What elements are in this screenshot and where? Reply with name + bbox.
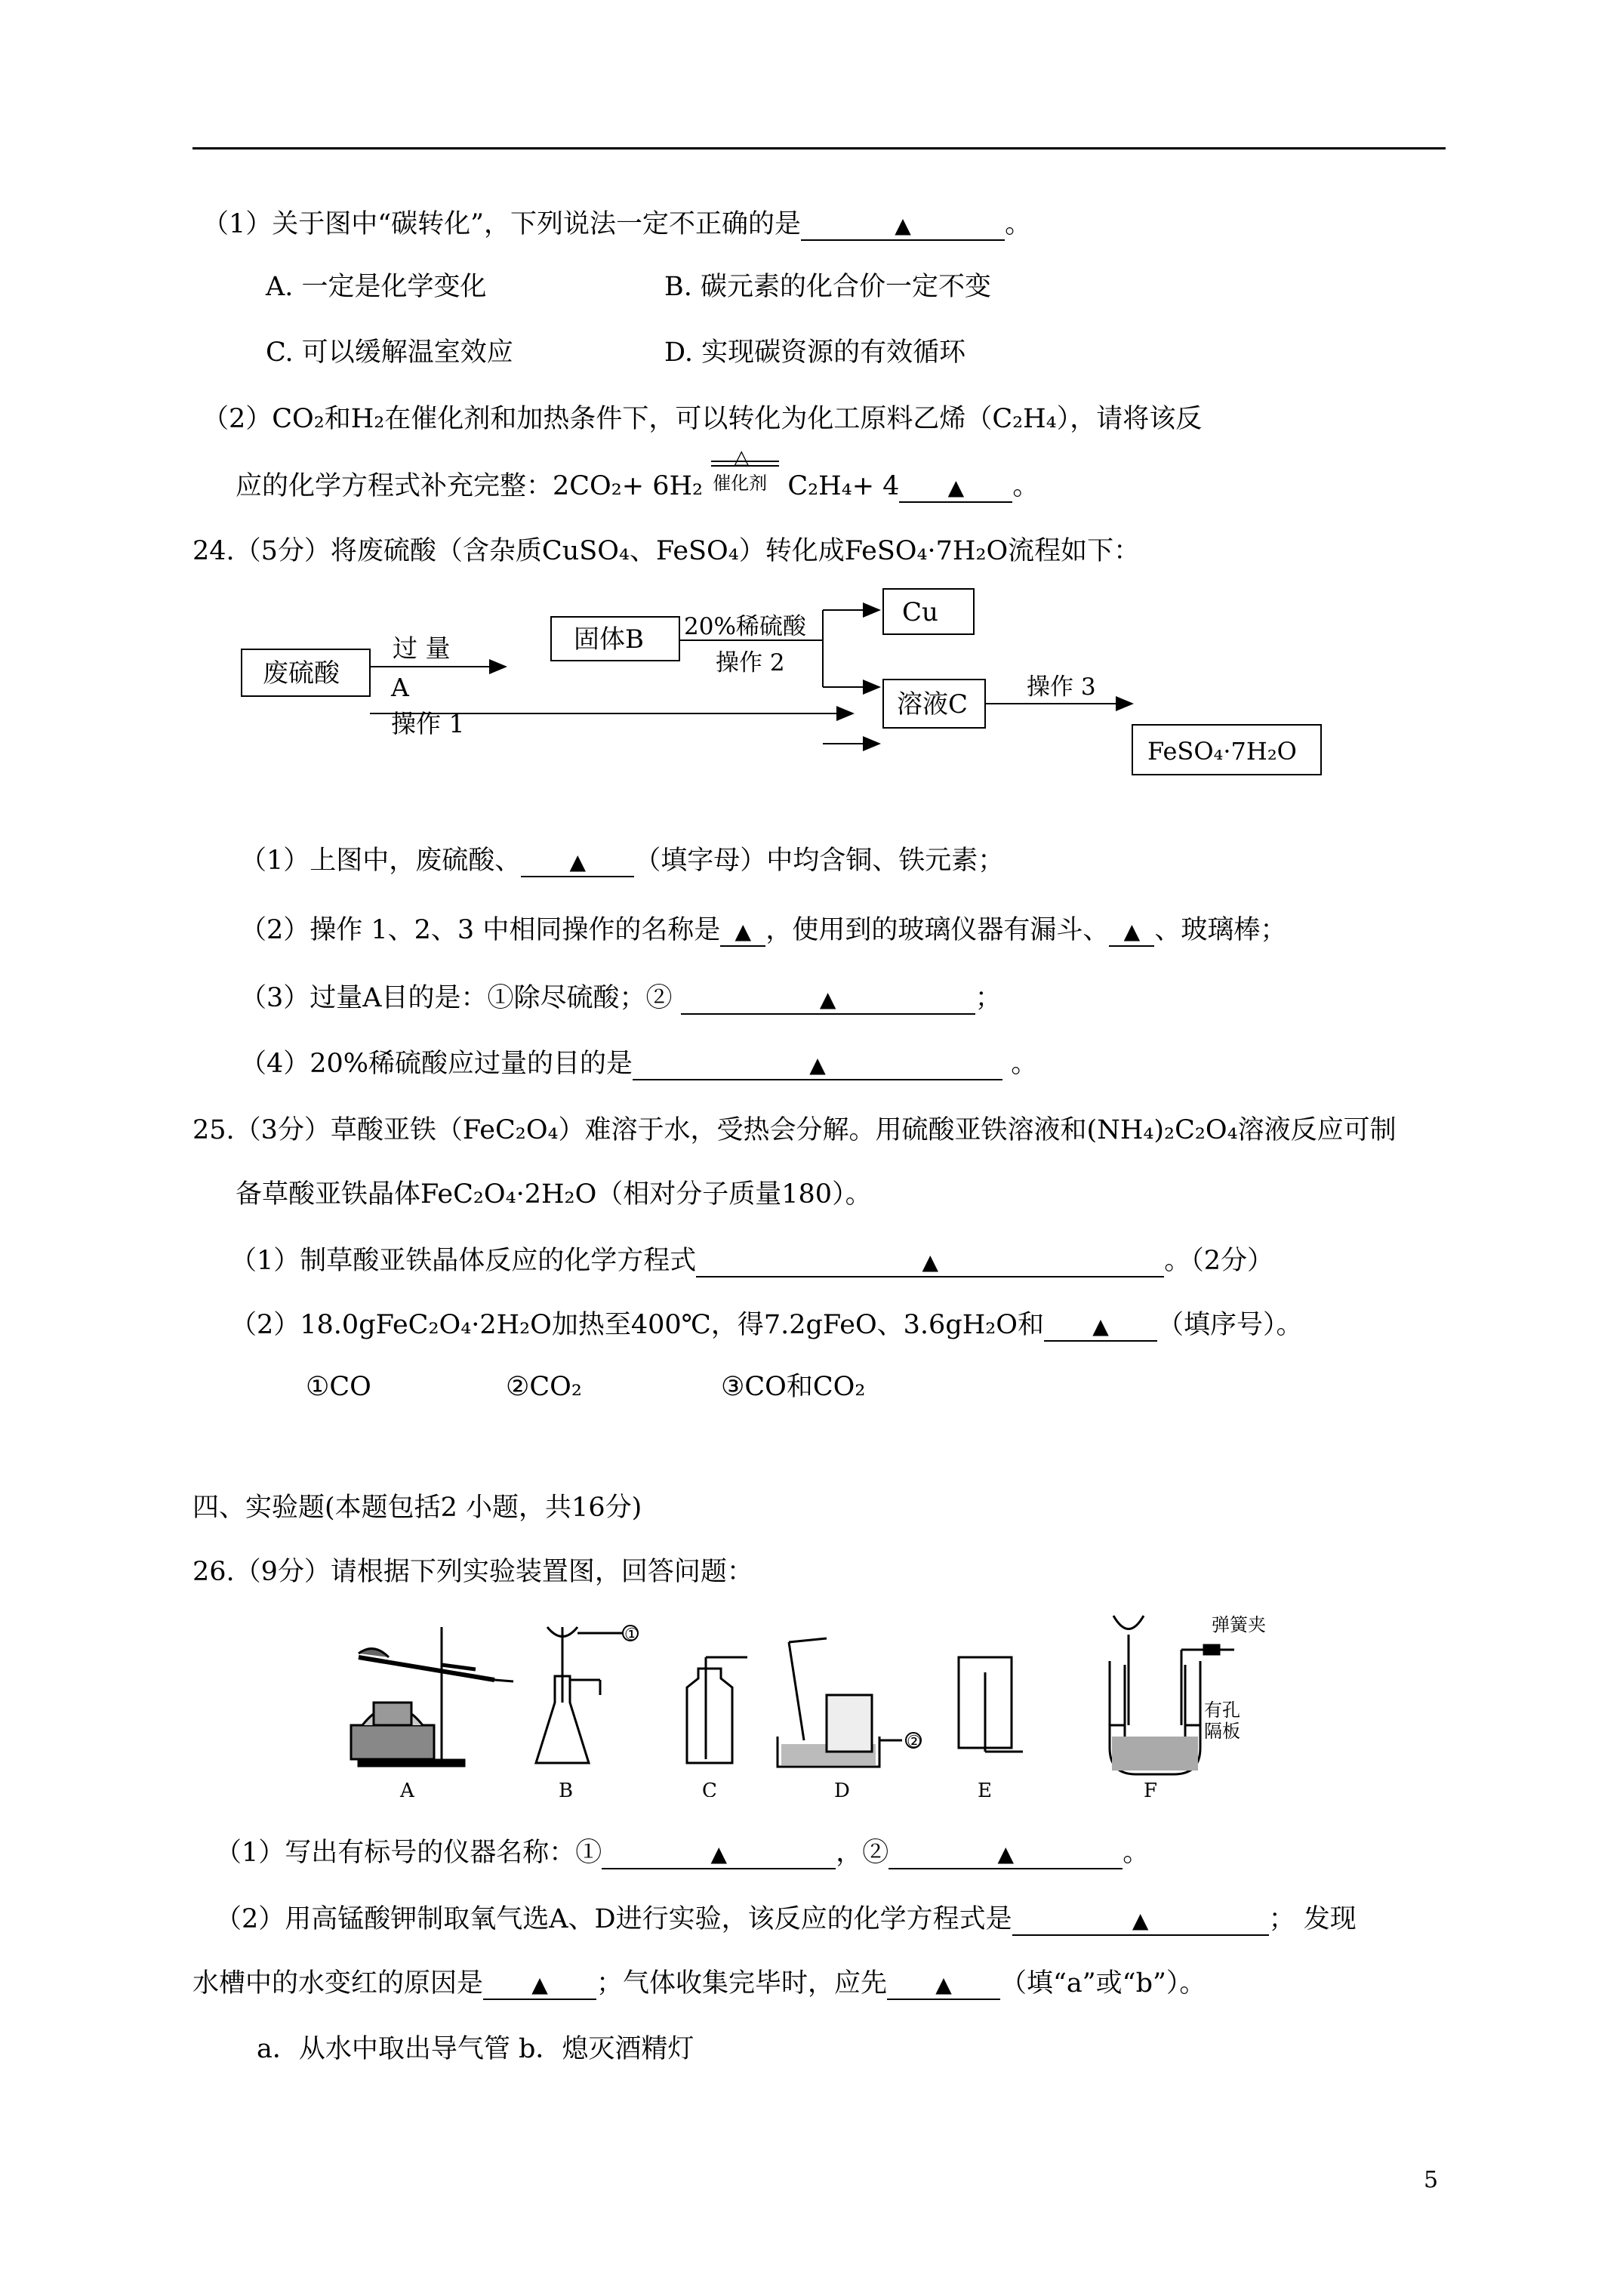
label-cu: Cu: [902, 597, 938, 627]
section-heading: 四、实验题(本题包括2 小题，共16分): [192, 1493, 642, 1523]
q23-p2-line1: （2）CO₂和H₂在催化剂和加热条件下，可以转化为化工原料乙烯（C₂H₄），请将该反: [202, 404, 1203, 434]
answer-blank[interactable]: [602, 1838, 836, 1869]
answer-mark: ▲: [569, 849, 587, 874]
q26-p1-text: （1）写出有标号的仪器名称：①: [215, 1838, 602, 1868]
q24-p3-suffix: ；: [975, 983, 1002, 1013]
q26-p1: [215, 1836, 1149, 1869]
answer-mark: ▲: [809, 1052, 826, 1077]
answer-blank[interactable]: [899, 471, 1012, 503]
label-d: D: [834, 1780, 850, 1797]
answer-blank[interactable]: [1109, 915, 1154, 947]
q24-p3: [240, 982, 1002, 1015]
q26-p2-line1: [215, 1903, 1357, 1936]
q26-p2-line2-text: 水槽中的水变红的原因是: [192, 1968, 484, 1999]
header-rule: [192, 147, 1446, 149]
marker-2: ②: [907, 1733, 922, 1752]
label-solid-b: 固体B: [574, 624, 644, 655]
q26-p2-line2-mid: ；气体收集完毕时，应先: [596, 1968, 888, 1999]
q23-p2-suffix: 。: [1012, 471, 1039, 501]
apparatus-b: [536, 1626, 638, 1763]
answer-blank[interactable]: [521, 846, 634, 877]
answer-mark: ▲: [531, 1972, 548, 1997]
q26-p2-options: a．从水中取出导气管 b．熄灭酒精灯: [257, 2034, 694, 2064]
answer-blank[interactable]: [887, 1968, 1000, 2000]
q26-p2-text: （2）用高锰酸钾制取氧气选A、D进行实验，该反应的化学方程式是: [215, 1904, 1012, 1934]
label-solution-c: 溶液C: [897, 689, 969, 720]
label-waste-acid: 废硫酸: [263, 658, 340, 689]
apparatus-c: [687, 1657, 747, 1763]
q25-option-1: ①CO: [306, 1372, 371, 1402]
apparatus-f: [1110, 1616, 1234, 1774]
label-reagent-top: 过 量: [393, 633, 451, 663]
q24-p1: [240, 844, 1004, 877]
label-product: FeSO₄·7H₂O: [1147, 737, 1297, 766]
q25-p1: [230, 1244, 1273, 1277]
q23-option-b: B. 碳元素的化合价一定不变: [664, 272, 991, 302]
equation-right: C₂H₄+ 4: [787, 471, 900, 501]
q26-p2-suffix: ； 发现: [1268, 1904, 1357, 1934]
q25-p2: [230, 1308, 1303, 1342]
apparatus-e: [959, 1657, 1023, 1752]
answer-mark: ▲: [819, 987, 836, 1012]
answer-blank[interactable]: [888, 1838, 1123, 1869]
q24-p2-mid: ，使用到的玻璃仪器有漏斗、: [765, 915, 1110, 945]
q23-p2-line2: [236, 446, 1039, 503]
label-reagent-bottom: A: [391, 673, 409, 702]
label-op1: 操作 1: [391, 709, 465, 738]
q24-p1-text: （1）上图中，废硫酸、: [240, 846, 522, 876]
q23-p1-text: （1）关于图中“碳转化”，下列说法一定不正确的是: [202, 209, 802, 239]
label-hole-plate-2: 隔板: [1204, 1721, 1240, 1742]
q26-apparatus-figure: [343, 1612, 1340, 1797]
q23-option-d: D. 实现碳资源的有效循环: [664, 337, 966, 368]
q26-p1-mid: ，②: [836, 1838, 889, 1868]
marker-1: ①: [624, 1626, 639, 1644]
answer-mark: ▲: [922, 1250, 939, 1274]
q23-option-a: A. 一定是化学变化: [266, 272, 487, 302]
apparatus-a: [351, 1627, 513, 1766]
reaction-condition: [711, 446, 779, 503]
q23-p1: [202, 208, 1031, 241]
answer-blank[interactable]: [801, 209, 1005, 241]
catalyst-label: 催化剂: [713, 473, 768, 494]
label-op2: 操作 2: [716, 649, 785, 676]
answer-mark: ▲: [1092, 1314, 1109, 1339]
answer-mark: ▲: [1132, 1908, 1149, 1933]
answer-blank[interactable]: [1044, 1310, 1157, 1342]
q24-flow-chart: [226, 581, 1359, 785]
q25-line1: 25.（3分）草酸亚铁（FeC₂O₄）难溶于水，受热会分解。用硫酸亚铁溶液和(NH₄)₂C₂O₄溶液反应可制: [192, 1115, 1397, 1145]
q24-p2: [240, 914, 1286, 947]
q23-option-c: C. 可以缓解温室效应: [266, 337, 513, 368]
q24-p2-text: （2）操作 1、2、3 中相同操作的名称是: [240, 915, 721, 945]
answer-blank[interactable]: [696, 1246, 1164, 1277]
equals-line-top: [711, 461, 779, 462]
q24-p1-suffix: （填字母）中均含铜、铁元素；: [634, 846, 1005, 876]
q23-p1-suffix: 。: [1005, 209, 1032, 239]
label-hole-plate-1: 有孔: [1204, 1700, 1240, 1721]
equation-left: 应的化学方程式补充完整：2CO₂+ 6H₂: [236, 471, 704, 501]
q25-p1-suffix: 。（2分）: [1164, 1246, 1274, 1276]
answer-mark: ▲: [947, 475, 965, 500]
q26-p2-line2: [192, 1967, 1206, 2000]
label-spring-clip: 弹簧夹: [1212, 1614, 1266, 1635]
q25-p2-text: （2）18.0gFeC₂O₄·2H₂O加热至400℃，得7.2gFeO、3.6gH₂O和: [230, 1310, 1044, 1340]
heat-symbol: △: [734, 446, 750, 469]
q26-title: 26.（9分）请根据下列实验装置图，回答问题：: [192, 1557, 753, 1587]
label-c: C: [702, 1780, 717, 1797]
q25-line2: 备草酸亚铁晶体FeC₂O₄·2H₂O（相对分子质量180）。: [236, 1179, 872, 1210]
q25-option-2: ②CO₂: [506, 1372, 582, 1402]
label-op3: 操作 3: [1027, 673, 1096, 701]
apparatus-d: [778, 1638, 921, 1767]
answer-blank[interactable]: [720, 915, 765, 947]
page-number: 5: [1424, 2167, 1439, 2193]
answer-mark: ▲: [710, 1841, 728, 1866]
q26-p2-line2-suffix: （填“a”或“b”）。: [1000, 1968, 1206, 1999]
q24-title: 24.（5分）将废硫酸（含杂质CuSO₄、FeSO₄）转化成FeSO₄·7H₂O流程如下：: [192, 536, 1141, 566]
label-acid: 20%稀硫酸: [684, 613, 806, 640]
label-a: A: [400, 1780, 414, 1797]
answer-mark: ▲: [895, 213, 911, 238]
q26-p1-suffix: 。: [1123, 1838, 1150, 1868]
answer-mark: ▲: [935, 1972, 952, 1997]
answer-blank[interactable]: [483, 1968, 596, 2000]
label-f: F: [1144, 1780, 1158, 1797]
q24-p3-text: （3）过量A目的是：①除尽硫酸；②: [240, 983, 673, 1013]
answer-mark: ▲: [1123, 919, 1141, 944]
q25-option-3: ③CO和CO₂: [721, 1372, 866, 1402]
label-b: B: [559, 1780, 574, 1797]
q24-p4: [240, 1047, 1037, 1080]
q24-p2-suffix: 、玻璃棒；: [1154, 915, 1287, 945]
q24-p4-suffix: 。: [1011, 1049, 1038, 1079]
answer-blank[interactable]: [1012, 1904, 1269, 1936]
answer-blank[interactable]: [633, 1049, 1002, 1080]
q25-p1-text: （1）制草酸亚铁晶体反应的化学方程式: [230, 1246, 697, 1276]
answer-mark: ▲: [735, 919, 752, 944]
answer-mark: ▲: [997, 1841, 1015, 1866]
answer-blank[interactable]: [681, 983, 975, 1015]
label-e: E: [978, 1780, 992, 1797]
q24-p4-text: （4）20%稀硫酸应过量的目的是: [240, 1049, 633, 1079]
q25-p2-suffix: （填序号）。: [1156, 1310, 1303, 1340]
